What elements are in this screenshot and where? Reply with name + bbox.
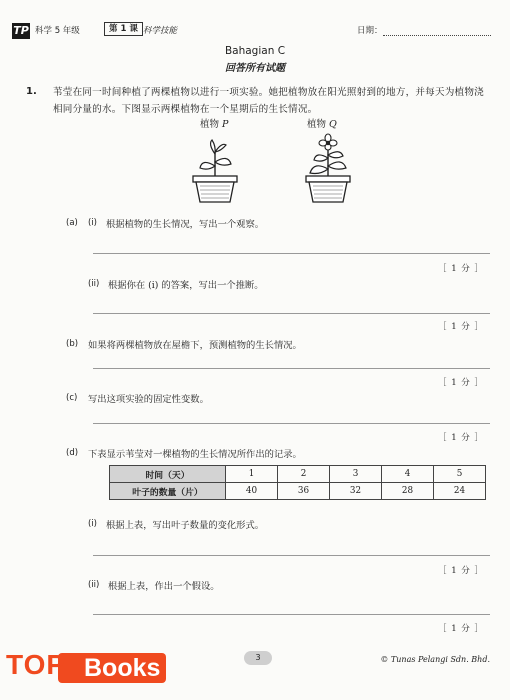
mark-d-i: ［ 1 分 ］: [438, 566, 485, 576]
table-cell: 24: [434, 483, 486, 500]
table-cell: 2: [278, 466, 330, 483]
part-a-ii-text: 根据你在 (i) 的答案，写出一个推断。: [108, 280, 264, 291]
table-header-leaves: 叶子的数量（片）: [110, 483, 226, 500]
mark-a-i: ［ 1 分 ］: [438, 264, 485, 274]
table-cell: 36: [278, 483, 330, 500]
answer-line-d-ii[interactable]: [93, 614, 490, 615]
topbooks-watermark: [0, 645, 180, 685]
part-c-text: 写出这项实验的固定性变数。: [88, 394, 209, 405]
answer-line-b[interactable]: [93, 368, 490, 369]
subject-label: 科学 5 年级: [35, 26, 80, 36]
part-d-i-label: (i): [88, 519, 97, 529]
table-row-leaves: [110, 483, 486, 500]
section-title: Bahagian C: [224, 45, 286, 57]
plant-p-label: 植物 P: [200, 119, 229, 130]
mark-b: ［ 1 分 ］: [438, 378, 485, 388]
part-b-text: 如果将两棵植物放在屋檐下，预测植物的生长情况。: [88, 340, 302, 351]
part-d-ii-label: (ii): [88, 580, 100, 590]
part-d-ii-text: 根据上表，作出一个假设。: [108, 581, 220, 592]
date-line: [383, 35, 491, 36]
part-b-label: (b): [66, 339, 79, 349]
part-d-label: (d): [66, 448, 79, 458]
date-label: 日期：: [357, 26, 383, 36]
table-cell: 28: [382, 483, 434, 500]
part-a-i-label: (i): [88, 218, 97, 228]
table-cell: 3: [330, 466, 382, 483]
table-cell: 5: [434, 466, 486, 483]
table-cell: 40: [226, 483, 278, 500]
answer-line-a-ii[interactable]: [93, 313, 490, 314]
plant-p-illustration: [188, 136, 242, 204]
skill-label: 科学技能: [143, 26, 178, 36]
table-row-time: [110, 466, 486, 483]
mark-a-ii: ［ 1 分 ］: [438, 322, 485, 332]
watermark-books: Books: [58, 653, 166, 683]
part-a-i-text: 根据植物的生长情况，写出一个观察。: [106, 219, 265, 230]
table-header-time: 时间（天）: [110, 466, 226, 483]
table-cell: 4: [382, 466, 434, 483]
answer-line-d-i[interactable]: [93, 555, 490, 556]
publisher-logo: TP: [13, 24, 29, 37]
watermark-top: TOP: [6, 649, 67, 680]
part-d-i-text: 根据上表，写出叶子数量的变化形式。: [106, 520, 265, 531]
question-text: 苇莹在同一时间种植了两棵植物以进行一项实验。她把植物放在阳光照射到的地方，并每天为植物浇相同分量的水。下图显示两棵植物在一个星期后的生长情况。: [53, 87, 484, 115]
mark-d-ii: ［ 1 分 ］: [438, 624, 485, 634]
page-number: 3: [244, 651, 272, 665]
answer-line-c[interactable]: [93, 423, 490, 424]
answer-line-a-i[interactable]: [93, 253, 490, 254]
question-number: 1.: [26, 86, 37, 97]
plant-q-label: 植物 Q: [307, 119, 337, 130]
lesson-label: 第 1 课: [104, 22, 143, 36]
part-a-ii-label: (ii): [88, 279, 100, 289]
section-subtitle: 回答所有试题: [225, 63, 285, 74]
table-cell: 32: [330, 483, 382, 500]
part-a-label: (a): [66, 218, 78, 228]
copyright-text: © Tunas Pelangi Sdn. Bhd.: [380, 655, 490, 664]
part-c-label: (c): [66, 393, 78, 403]
table-cell: 1: [226, 466, 278, 483]
mark-c: ［ 1 分 ］: [438, 433, 485, 443]
plant-q-illustration: [300, 133, 356, 204]
part-d-text: 下表显示苇莹对一棵植物的生长情况所作出的记录。: [88, 449, 302, 460]
leaf-count-table: [109, 465, 486, 500]
